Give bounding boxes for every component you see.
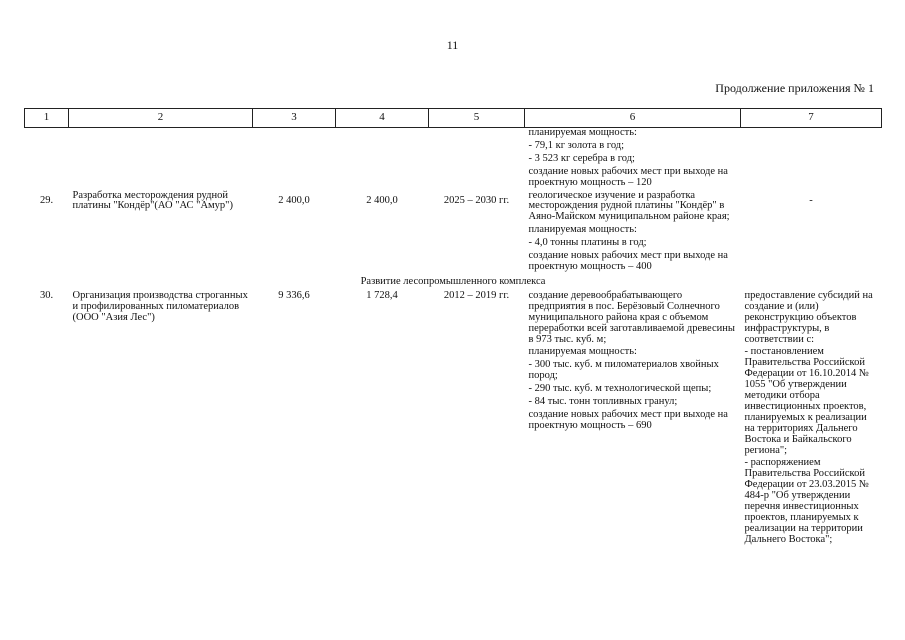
row30-col4-value: 1 728,4: [366, 289, 398, 301]
row30-support-line: - распоряжением Правительства Российской Федерации от 23.03.2015 № 484-р "Об утверждении перечня инвестиционных проектов, планируемых к реализации на территории Дальнего Востока";: [744, 457, 869, 545]
page-number: 11: [446, 38, 459, 52]
table-row-30: [25, 291, 882, 548]
row30-support: [741, 291, 882, 548]
row30-results: [525, 291, 741, 548]
section-title: Развитие лесопромышленного комплекса: [360, 276, 546, 288]
row30-support-line: - постановлением Правительства Российской Федерации от 16.10.2014 № 1055 "Об утверждении методики отбора инвестиционных проектов, планируемых к реализации на территориях Дальнего Востока и Байкальского региона";: [744, 346, 869, 456]
row29-result-line: планируемая мощность:: [528, 127, 637, 138]
row29-results: [525, 128, 741, 275]
row30-col3-value: 9 336,6: [278, 289, 310, 301]
row30-result-line: - 300 тыс. куб. м пиломатериалов хвойных пород;: [528, 359, 719, 382]
row30-result-line: - 84 тыс. тонн топливных гранул;: [528, 396, 678, 408]
row29-support: -: [809, 194, 813, 206]
header-col-4: 4: [336, 109, 429, 128]
row29-result-line: - 4,0 тонны платины в год;: [528, 237, 647, 249]
header-col-7: 7: [741, 109, 882, 128]
row30-period: 2012 – 2019 гг.: [443, 289, 510, 301]
row29-result-line: - 3 523 кг серебра в год;: [528, 152, 635, 164]
row30-result-line: планируемая мощность:: [528, 346, 637, 358]
header-col-6: 6: [525, 109, 741, 128]
row29-number: 29.: [39, 194, 54, 206]
row29-project-name: Разработка месторождения рудной платины "Кондёр"(АО "АС "Амур"): [72, 189, 233, 212]
row29-col4-value: 2 400,0: [366, 194, 398, 206]
header-col-5: 5: [429, 109, 525, 128]
row30-support-line: предоставление субсидий на создание и (или) реконструкцию объектов инфраструктуры, в соответствии с:: [744, 289, 873, 345]
row30-result-line: создание новых рабочих мест при выходе на проектную мощность – 690: [528, 408, 728, 431]
row30-project-name: Организация производства строганных и профилированных пиломатериалов (ООО "Азия Лес"): [72, 289, 248, 323]
row30-number: 30.: [39, 289, 54, 301]
appendix-table: [24, 108, 882, 548]
row29-result-line: создание новых рабочих мест при выходе на проектную мощность – 400: [528, 250, 728, 272]
row29-result-line: планируемая мощность:: [528, 224, 637, 236]
header-col-2: 2: [69, 109, 253, 128]
section-row: [25, 275, 882, 291]
row29-result-line: создание новых рабочих мест при выходе на проектную мощность – 120: [528, 165, 728, 188]
header-col-3: 3: [253, 109, 336, 128]
header-row: [25, 109, 882, 128]
row29-result-line: - 79,1 кг золота в год;: [528, 139, 625, 151]
row29-col3-value: 2 400,0: [278, 194, 310, 206]
row30-result-line: создание деревообрабатывающего предприятия в пос. Берёзовый Солнечного муниципального района края с объемом переработки всей заготавливаемой древесины в 973 тыс. куб. м;: [528, 289, 735, 345]
header-col-1: 1: [25, 109, 69, 128]
row30-result-line: - 290 тыс. куб. м технологической щепы;: [528, 383, 712, 395]
continuation-label: Продолжение приложения № 1: [715, 81, 874, 95]
row29-period: 2025 – 2030 гг.: [443, 194, 510, 206]
table-row-29: [25, 128, 882, 275]
row29-result-line: геологическое изучение и разработка месторождения рудной платины "Кондёр" в Аяно-Майском муниципальном районе края;: [528, 189, 730, 223]
